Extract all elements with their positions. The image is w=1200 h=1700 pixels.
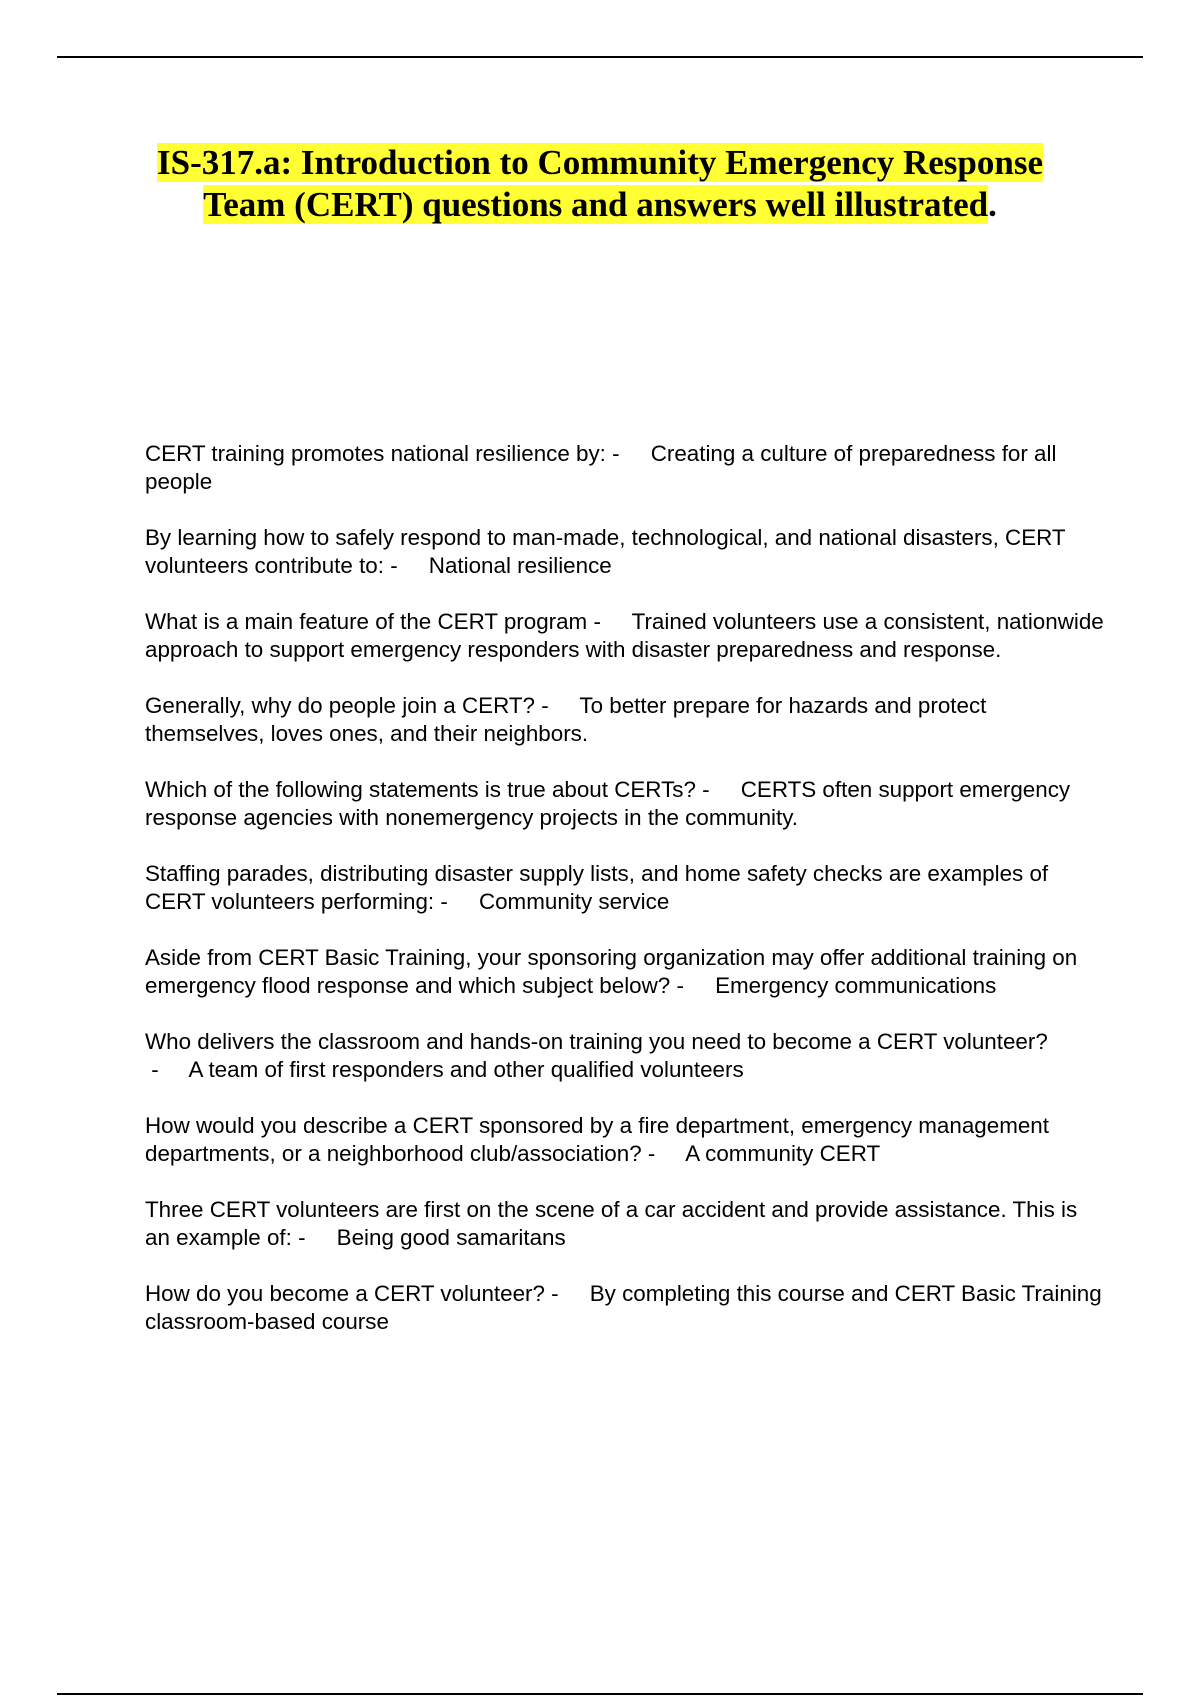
qa-item-7	[145, 944, 1105, 1000]
qa-item-3	[145, 608, 1105, 664]
answer-1: Creating a culture of preparedness for all people	[145, 441, 1057, 494]
qa-item-5	[145, 776, 1105, 832]
answer-4: To better prepare for hazards and protect themselves, loves ones, and their neighbors.	[145, 693, 987, 746]
question-5: Which of the following statements is true about CERTs?	[145, 777, 696, 802]
question-2: By learning how to safely respond to man-made, technological, and national disasters, CERT volunteers contribute to:	[145, 525, 1066, 578]
question-4: Generally, why do people join a CERT?	[145, 693, 535, 718]
answer-9: A community CERT	[685, 1141, 881, 1166]
qa-item-9	[145, 1112, 1105, 1168]
title-period: .	[988, 185, 997, 224]
question-7: Aside from CERT Basic Training, your sponsoring organization may offer additional training on emergency flood response and which subject below?	[145, 945, 1078, 998]
qa-item-6	[145, 860, 1105, 916]
answer-5: CERTS often support emergency response agencies with nonemergency projects in the community.	[145, 777, 1071, 830]
answer-7: Emergency communications	[715, 973, 997, 998]
footer-rule	[57, 1693, 1143, 1695]
separator-7: -	[670, 973, 716, 998]
question-11: How do you become a CERT volunteer?	[145, 1281, 545, 1306]
document-title	[120, 142, 1080, 226]
answer-10: Being good samaritans	[336, 1225, 566, 1250]
answer-6: Community service	[478, 889, 670, 914]
separator-3: -	[587, 609, 632, 634]
separator-9: -	[641, 1141, 686, 1166]
separator-4: -	[534, 693, 580, 718]
separator-8: -	[145, 1057, 189, 1082]
question-6: Staffing parades, distributing disaster supply lists, and home safety checks are examples of CERT volunteers performing:	[145, 861, 1049, 914]
separator-11: -	[544, 1281, 590, 1306]
qa-item-10	[145, 1196, 1105, 1252]
header-rule	[57, 56, 1143, 58]
qa-item-4	[145, 692, 1105, 748]
qa-item-11	[145, 1280, 1105, 1336]
separator-2: -	[383, 553, 429, 578]
answer-3: Trained volunteers use a consistent, nationwide approach to support emergency responders with disaster preparedness and response.	[145, 609, 1104, 662]
separator-5: -	[695, 777, 741, 802]
qa-list	[145, 440, 1105, 1364]
question-1: CERT training promotes national resilience by:	[145, 441, 606, 466]
question-8: Who delivers the classroom and hands-on training you need to become a CERT volunteer?	[145, 1029, 1048, 1054]
answer-8: A team of first responders and other qualified volunteers	[188, 1057, 744, 1082]
separator-10: -	[291, 1225, 337, 1250]
question-9: How would you describe a CERT sponsored by a fire department, emergency management departments, or a neighborhood club/association?	[145, 1113, 1049, 1166]
separator-6: -	[434, 889, 479, 914]
question-10: Three CERT volunteers are first on the scene of a car accident and provide assistance. This is an example of:	[145, 1197, 1078, 1250]
question-3: What is a main feature of the CERT program	[145, 609, 588, 634]
title-highlight: IS-317.a: Introduction to Community Emergency Response Team (CERT) questions and answers well illustrated	[156, 143, 1044, 224]
qa-item-8	[145, 1028, 1105, 1084]
qa-item-1	[145, 440, 1105, 496]
answer-2: National resilience	[428, 553, 612, 578]
separator-1: -	[605, 441, 651, 466]
answer-11: By completing this course and CERT Basic Training classroom-based course	[145, 1281, 1102, 1334]
qa-item-2	[145, 524, 1105, 580]
